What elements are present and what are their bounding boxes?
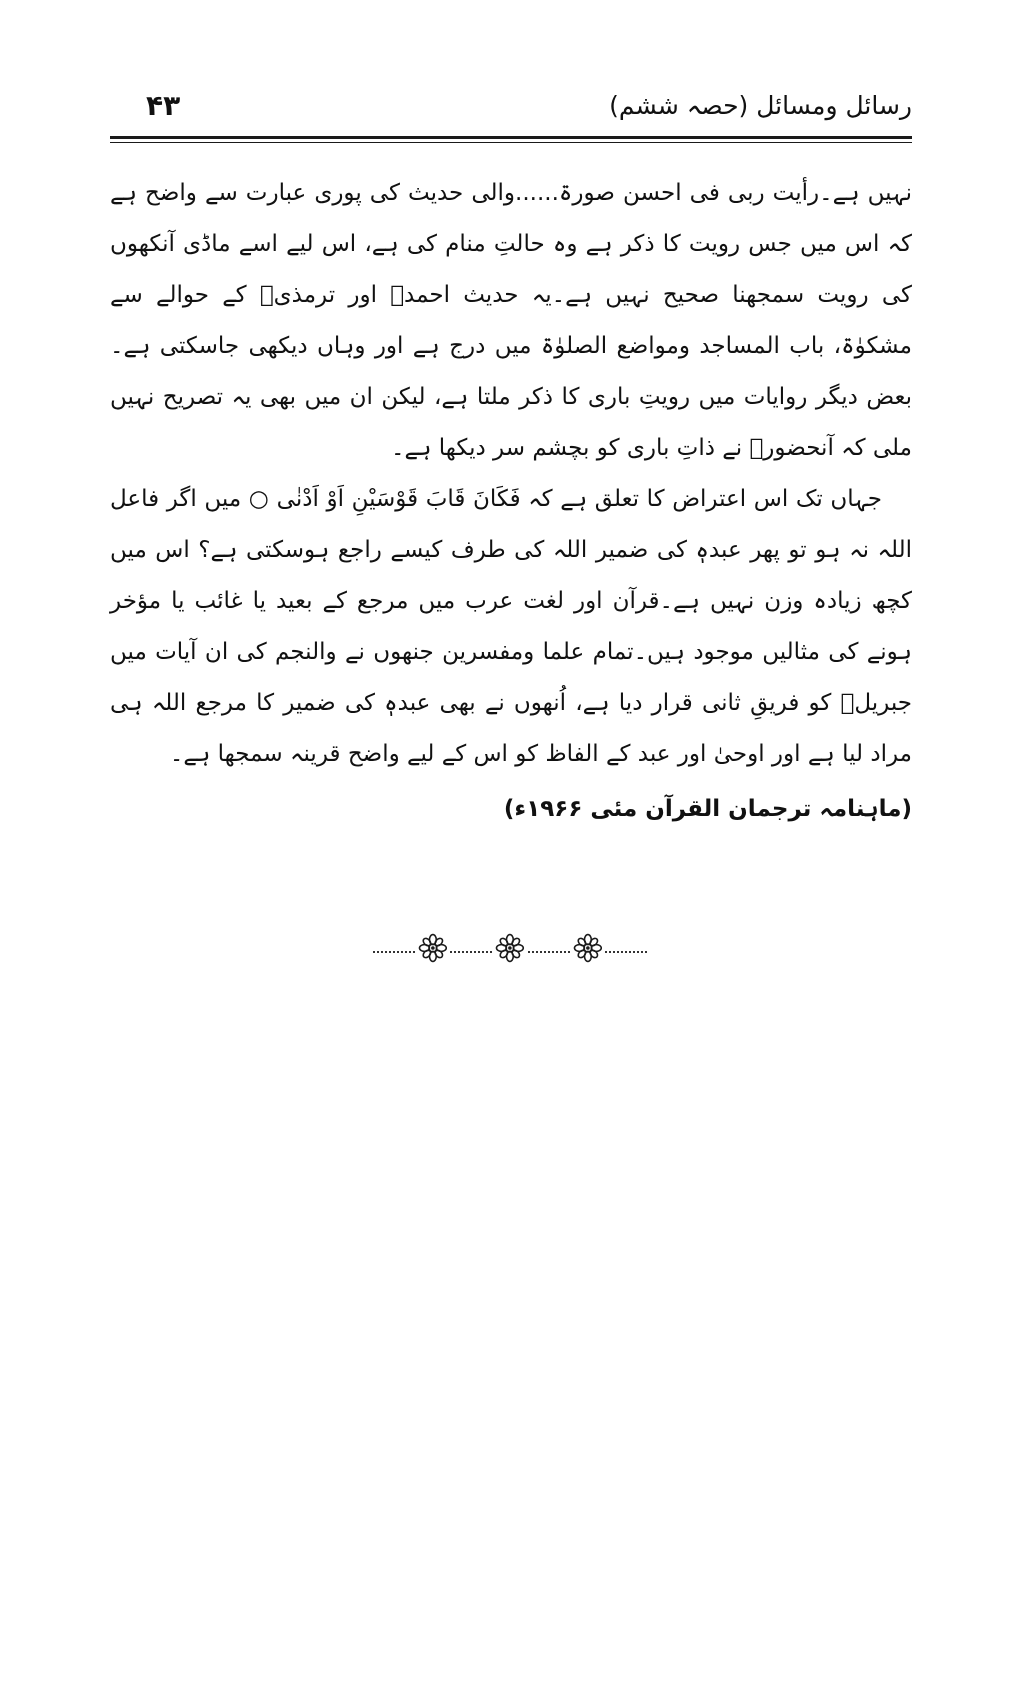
page-header [110, 88, 912, 132]
section-separator [370, 928, 650, 968]
dotted-leader [528, 951, 570, 953]
paragraph-1: نہیں ہے۔رأیت ربی فی احسن صورۃ......والی حدیث کی پوری عبارت سے واضح ہے کہ اس میں جس رویت کا ذکر ہے وہ حالتِ منام کی ہے، اس لیے اسے ماڈی آنکھوں کی رویت سمجھنا صحیح نہیں ہے۔یہ حدیث احمدؒ اور ترمذیؒ کے حوالے سے مشکوٰۃ، باب المساجد ومواضع الصلوٰۃ میں درج ہے اور وہاں دیکھی جاسکتی ہے۔بعض دیگر روایات میں رویتِ باری کا ذکر ملتا ہے، لیکن ان میں بھی یہ تصریح نہیں ملی کہ آنحضورؐ نے ذاتِ باری کو بچشم سر دیکھا ہے۔ [110, 180, 912, 461]
flower-ornament-icon [495, 933, 525, 963]
header-rule-thick [110, 136, 912, 139]
dotted-leader [373, 951, 415, 953]
source-citation: (ماہنامہ ترجمان القرآن مئی ۱۹۶۶ء) [503, 796, 912, 822]
flower-ornament-icon [418, 933, 448, 963]
running-title: رسائل ومسائل (حصہ ششم) [609, 91, 912, 120]
paragraph-2: جہاں تک اس اعتراض کا تعلق ہے کہ فَكَانَ قَابَ قَوْسَيْنِ اَوْ اَدْنٰى ○ میں اگر فاعل اللہ نہ ہو تو پھر عبدہٖ کی ضمیر اللہ کی طرف کیسے راجع ہوسکتی ہے؟ اس میں کچھ زیادہ وزن نہیں ہے۔قرآن اور لغت عرب میں مرجع کے بعید یا غائب یا مؤخر ہونے کی مثالیں موجود ہیں۔تمام علما ومفسرین جنھوں نے والنجم کی ان آیات میں جبریلؑ کو فریقِ ثانی قرار دیا ہے، اُنھوں نے بھی عبدہٖ کی ضمیر کا مرجع اللہ ہی مراد لیا ہے اور اوحیٰ اور عبد کے الفاظ کو اس کے لیے واضح قرینہ سمجھا ہے۔ [110, 486, 912, 767]
page-number: ۴۳ [146, 89, 181, 122]
dotted-leader [605, 951, 647, 953]
flower-ornament-icon [573, 933, 603, 963]
dotted-leader [450, 951, 492, 953]
body-text [110, 168, 912, 835]
header-rule-thin [110, 142, 912, 143]
